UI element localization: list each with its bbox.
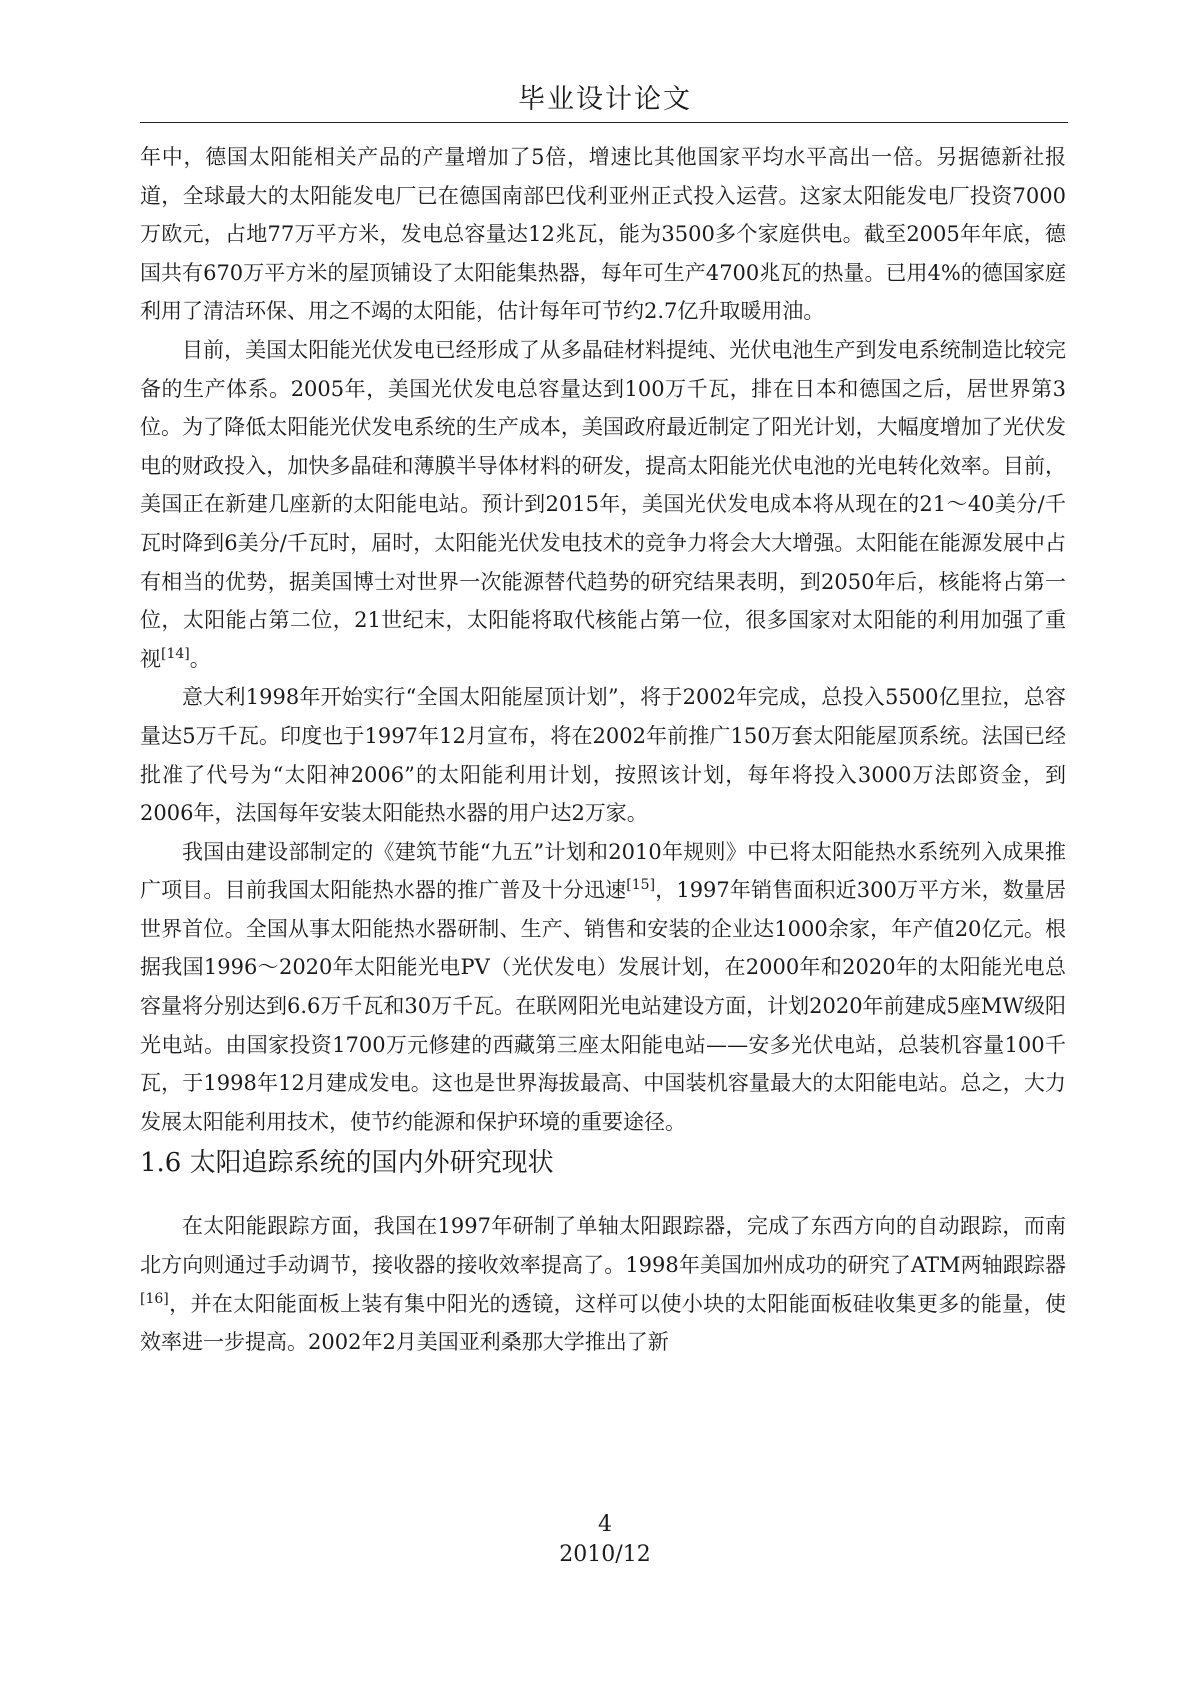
section-heading: 1.6 太阳追踪系统的国内外研究现状 <box>140 1148 554 1179</box>
page-number: 4 <box>598 1512 612 1537</box>
paragraph <box>140 331 1066 678</box>
citation-ref: [16] <box>140 1290 169 1307</box>
footer-date: 2010/12 <box>559 1542 651 1567</box>
paragraph <box>140 833 1066 1142</box>
paragraph <box>140 138 1066 331</box>
body-text <box>140 138 1066 1362</box>
paragraph-text: 在太阳能跟踪方面，我国在1997年研制了单轴太阳跟踪器，完成了东西方向的自动跟踪，而南北方向则通过手动调节，接收器的接收效率提高了。1998年美国加州成功的研究了ATM两轴跟踪器 <box>140 1214 1066 1278</box>
paragraph-text: 我国由建设部制定的《建筑节能“九五”计划和2010年规则》中已将太阳能热水系统列入成果推广项目。目前我国太阳能热水器的推广普及十分迅速 <box>140 839 1066 903</box>
citation-ref: [14] <box>161 645 190 662</box>
paragraph-text-tail: ，1997年销售面积近300万平方米，数量居世界首位。全国从事太阳能热水器研制、生产、销售和安装的企业达1000余家，年产值20亿元。根据我国1996～2020年太阳能光电PV（光伏发电）发展计划，在2000年和2020年的太阳能光电总容量将分别达到6.6万千瓦和30万千瓦。在联网阳光电站建设方面，计划2020年前建成5座MW级阳光电站。由国家投资1700万元修建的西藏第三座太阳能电站——安多光伏电站，总装机容量100千瓦，于1998年12月建成发电。这也是世界海拔最高、中国装机容量最大的太阳能电站。总之，大力发展太阳能利用技术，使节约能源和保护环境的重要途径。 <box>140 878 1067 1134</box>
paragraph <box>140 678 1066 832</box>
paragraph-text-tail: 。 <box>189 646 211 671</box>
paragraph-text: 目前，美国太阳能光伏发电已经形成了从多晶硅材料提纯、光伏电池生产到发电系统制造比较完备的生产体系。2005年，美国光伏发电总容量达到100万千瓦，排在日本和德国之后，居世界第3位。为了降低太阳能光伏发电系统的生产成本，美国政府最近制定了阳光计划，大幅度增加了光伏发电的财政投入，加快多晶硅和薄膜半导体材料的研发，提高太阳能光伏电池的光电转化效率。目前，美国正在新建几座新的太阳能电站。预计到2015年，美国光伏发电成本将从现在的21～40美分/千瓦时降到6美分/千瓦时，届时，太阳能光伏发电技术的竞争力将会大大增强。太阳能在能源发展中占有相当的优势，据美国博士对世界一次能源替代趋势的研究结果表明，到2050年后，核能将占第一位，太阳能占第二位，21世纪末，太阳能将取代核能占第一位，很多国家对太阳能的利用加强了重视 <box>140 337 1066 671</box>
paragraph-text-tail: ，并在太阳能面板上装有集中阳光的透镜，这样可以使小块的太阳能面板硅收集更多的能量，使效率进一步提高。2002年2月美国亚利桑那大学推出了新 <box>140 1291 1066 1355</box>
citation-ref: [15] <box>626 877 656 894</box>
paragraph-text: 年中，德国太阳能相关产品的产量增加了5倍，增速比其他国家平均水平高出一倍。另据德新社报道，全球最大的太阳能发电厂已在德国南部巴伐利亚州正式投入运营。这家太阳能发电厂投资7000万欧元，占地77万平方米，发电总容量达12兆瓦，能为3500多个家庭供电。截至2005年年底，德国共有670万平方米的屋顶铺设了太阳能集热器，每年可生产4700兆瓦的热量。已用4%的德国家庭利用了清洁环保、用之不竭的太阳能，估计每年可节约2.7亿升取暖用油。 <box>140 145 1066 324</box>
header-rule <box>140 122 1068 123</box>
paragraph <box>140 1207 1066 1361</box>
running-header-title: 毕业设计论文 <box>518 84 692 115</box>
paragraph-text: 意大利1998年开始实行“全国太阳能屋顶计划”，将于2002年完成，总投入5500亿里拉，总容量达5万千瓦。印度也于1997年12月宣布，将在2002年前推广150万套太阳能屋顶系统。法国已经批准了代号为“太阳神2006”的太阳能利用计划，按照该计划，每年将投入3000万法郎资金，到2006年，法国每年安装太阳能热水器的用户达2万家。 <box>140 685 1066 826</box>
